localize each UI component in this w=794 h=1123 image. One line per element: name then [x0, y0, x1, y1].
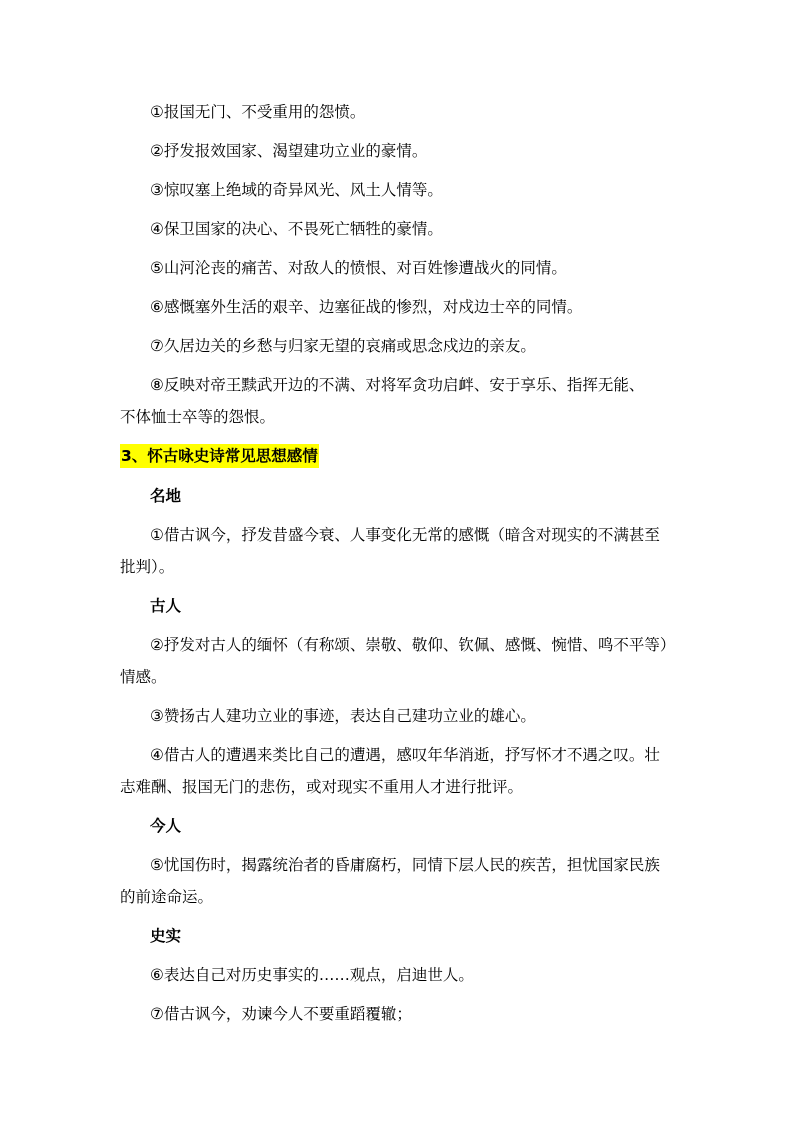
subheading: 名地: [150, 487, 182, 505]
list-item-line: 的前途命运。: [120, 888, 214, 906]
list-item: [120, 739, 676, 803]
list-item: ⑥表达自己对历史事实的……观点，启迪世人。: [150, 966, 474, 984]
list-item: [120, 849, 676, 913]
list-item-line: 不体恤士卒等的怨恨。: [120, 408, 276, 426]
subheading: 史实: [150, 927, 182, 945]
list-item: [120, 519, 676, 583]
list-item: ①报国无门、不受重用的怨愤。: [150, 103, 366, 121]
section-heading: 3、怀古咏史诗常见思想感情: [120, 444, 319, 468]
list-item: ③赞扬古人建功立业的事迹，表达自己建功立业的雄心。: [150, 707, 536, 725]
list-item: ⑤山河沦丧的痛苦、对敌人的愤恨、对百姓惨遭战火的同情。: [150, 259, 567, 277]
list-item: [120, 369, 676, 433]
subheading: 今人: [150, 817, 182, 835]
list-item-line: ⑤忧国伤时，揭露统治者的昏庸腐朽，同情下层人民的疾苦，担忧国家民族: [150, 856, 660, 874]
list-item-line: ①借古讽今，抒发昔盛今衰、人事变化无常的感慨（暗含对现实的不满甚至: [150, 526, 660, 544]
list-item: ⑦借古讽今，劝谏今人不要重蹈覆辙；: [150, 1005, 412, 1023]
list-item: [120, 629, 676, 693]
list-item: ②抒发报效国家、渴望建功立业的豪情。: [150, 142, 428, 160]
list-item: ⑦久居边关的乡愁与归家无望的哀痛或思念戍边的亲友。: [150, 337, 536, 355]
list-item: ③惊叹塞上绝域的奇异风光、风土人情等。: [150, 181, 443, 199]
subheading: 古人: [150, 597, 182, 615]
list-item-line: ②抒发对古人的缅怀（有称颂、崇敬、敬仰、钦佩、感慨、惋惜、鸣不平等）: [150, 636, 676, 654]
list-item-line: 志难酬、报国无门的悲伤，或对现实不重用人才进行批评。: [120, 778, 524, 796]
list-item-line: 情感。: [120, 668, 167, 686]
list-item-line: ⑧反映对帝王黩武开边的不满、对将军贪功启衅、安于享乐、指挥无能、: [150, 376, 645, 394]
list-item-line: ④借古人的遭遇来类比自己的遭遇，感叹年华消逝，抒写怀才不遇之叹。壮: [150, 746, 660, 764]
list-item: ⑥感慨塞外生活的艰辛、边塞征战的惨烈，对戍边士卒的同情。: [150, 298, 583, 316]
list-item: ④保卫国家的决心、不畏死亡牺牲的豪情。: [150, 220, 443, 238]
list-item-line: 批判）。: [120, 558, 175, 576]
